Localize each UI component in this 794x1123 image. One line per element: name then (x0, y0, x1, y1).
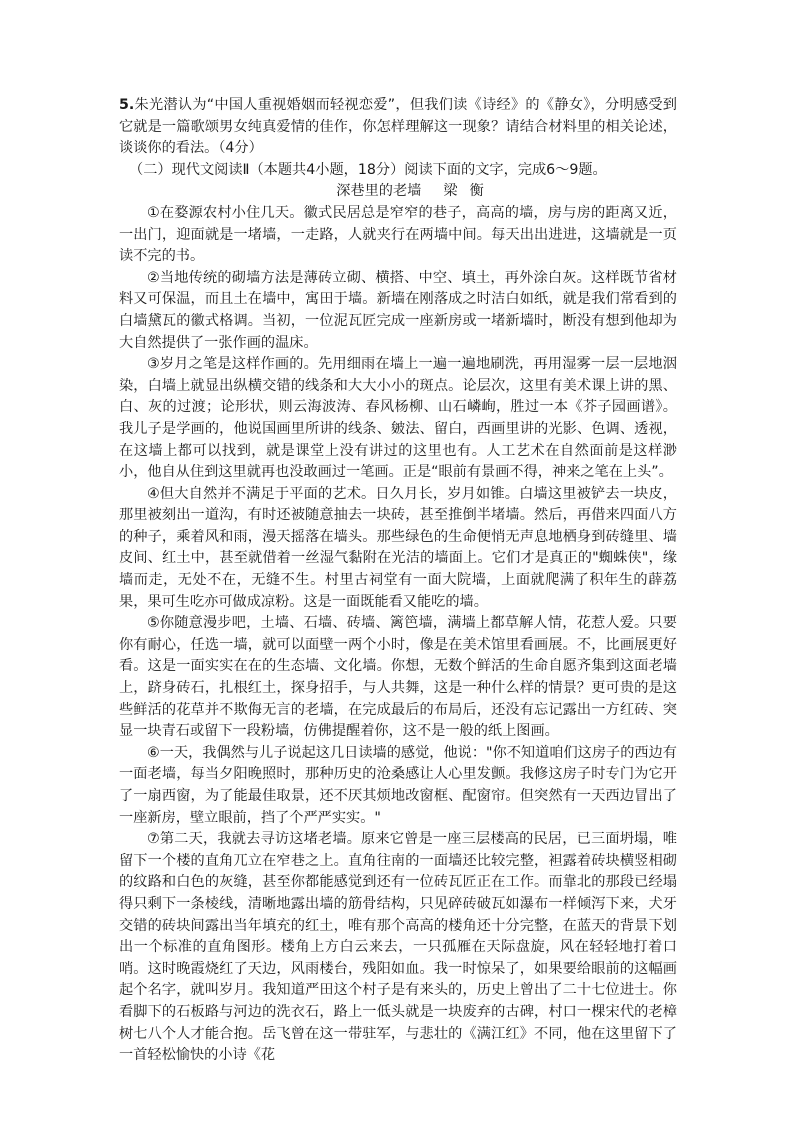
article-title-line (119, 181, 677, 203)
document-page (119, 95, 677, 1067)
article-paragraph-1: ①在婺源农村小住几天。徽式民居总是窄窄的巷子，高高的墙，房与房的距离又近，一出门，迎面就是一堵墙，一走路，人就夹行在两墙中间。每天出出进进，这墙就是一页读不完的书。 (119, 204, 677, 265)
question-text: 朱光潜认为“中国人重视婚姻而轻视恋爱”，但我们读《诗经》的《静女》，分明感受到它就是一篇歌颂男女纯真爱情的佳作，你怎样理解这一现象？请结合材料里的相关论述，谈谈你的看法。（4分） (119, 97, 677, 157)
article-paragraph-5: ⑤你随意漫步吧，土墙、石墙、砖墙、篱笆墙，满墙上都草解人情，花惹人爱。只要你有耐心，任选一墙，就可以面壁一两个小时，像是在美术馆里看画展。不，比画展更好看。这是一面实实在在的生态墙、文化墙。你想，无数个鲜活的生命自愿齐集到这面老墙上，跻身砖石，扎根红土，探身招手，与人共舞，这是一种什么样的情景？更可贵的是这些鲜活的花草并不欺侮无言的老墙，在完成最后的布局后，还没有忘记露出一方红砖、突显一块青石或留下一段粉墙，仿佛提醒着你，这不是一般的纸上图画。 (119, 615, 677, 740)
article-paragraph-7: ⑦第二天，我就去寻访这堵老墙。原来它曾是一座三层楼高的民居，已三面坍塌，唯留下一个楼的直角兀立在窄巷之上。直角往南的一面墙还比较完整，袒露着砖块横竖相砌的纹路和白色的灰缝，甚至你都能感觉到还有一位砖瓦匠正在工作。而靠北的那段已经塌得只剩下一条棱线，清晰地露出墙的筋骨结构，只见碎砖破瓦如瀑布一样倾泻下来，犬牙交错的砖块间露出当年填充的红土，唯有那个高高的楼角还十分完整，在蓝天的背景下划出一个标准的直角图形。楼角上方白云来去，一只孤雁在天际盘旋，风在轻轻地打着口哨。这时晚霞烧红了天边，风雨楼台，残阳如血。我一时惊呆了，如果要给眼前的这幅画起个名字，就叫岁月。我知道严田这个村子是有来头的，历史上曾出了二十七位进士。你看脚下的石板路与河边的洗衣石，路上一低头就是一块废弃的古碑，村口一棵宋代的老樟树七八个人才能合抱。岳飞曾在这一带驻军，与悲壮的《满江红》不同，他在这里留下了一首轻松愉快的小诗《花 (119, 831, 677, 1064)
question-number: 5. (119, 97, 135, 113)
article-title: 深巷里的老墙 (336, 183, 422, 200)
article-paragraph-4: ④但大自然并不满足于平面的艺术。日久月长，岁月如锥。白墙这里被铲去一块皮，那里被刻出一道沟，有时还被随意抽去一块砖，甚至推倒半堵墙。然后，再借来四面八方的种子，乘着风和雨，漫天摇落在墙头。那些绿色的生命便悄无声息地栖身到砖缝里、墙皮间、红土中，甚至就借着一丝湿气黏附在光洁的墙面上。它们才是真正的"蜘蛛侠"，缘墙而走，无处不在，无缝不生。村里古祠堂有一面大院墙，上面就爬满了积年生的薜荔果，果可生吃亦可做成凉粉。这是一面既能看又能吃的墙。 (119, 485, 677, 610)
question-5 (119, 95, 677, 160)
section-heading: （二）现代文阅读Ⅱ（本题共4小题，18分）阅读下面的文字，完成6～9题。 (129, 161, 607, 178)
article-paragraph-3: ③岁月之笔是这样作画的。先用细雨在墙上一遍一遍地刷洗，再用湿雾一层一层地洇染，白墙上就显出纵横交错的线条和大大小小的斑点。论层次，这里有美术课上讲的黑、白、灰的过渡；论形状，则云海波涛、春风杨柳、山石嶙峋，胜过一本《芥子园画谱》。我儿子是学画的，他说国画里所讲的线条、皴法、留白，西画里讲的光影、色调、透视，在这墙上都可以找到，就是课堂上没有讲过的这里也有。人工艺术在自然面前是这样渺小，他自从住到这里就再也没敢画过一笔画。正是“眼前有景画不得，神来之笔在上头”。 (119, 356, 677, 481)
article-paragraph-2: ②当地传统的砌墙方法是薄砖立砌、横搭、中空、填土，再外涂白灰。这样既节省材料又可保温，而且土在墙中，寓田于墙。新墙在刚落成之时洁白如纸，就是我们常看到的白墙黛瓦的徽式格调。当初，一位泥瓦匠完成一座新房或一堵新墙时，断没有想到他却为大自然提供了一张作画的温床。 (119, 269, 677, 351)
article-paragraph-6: ⑥一天，我偶然与儿子说起这几日读墙的感觉，他说："你不知道咱们这房子的西边有一面老墙，每当夕阳晚照时，那种历史的沧桑感让人心里发颤。我修这房子时专门为它开了一扇西窗，为了能最佳取景，还不厌其烦地改窗框、配窗帘。但突然有一天西边冒出了一座新房，壁立眼前，挡了个严严实实。" (119, 744, 677, 826)
article-author: 梁衡 (443, 183, 496, 200)
